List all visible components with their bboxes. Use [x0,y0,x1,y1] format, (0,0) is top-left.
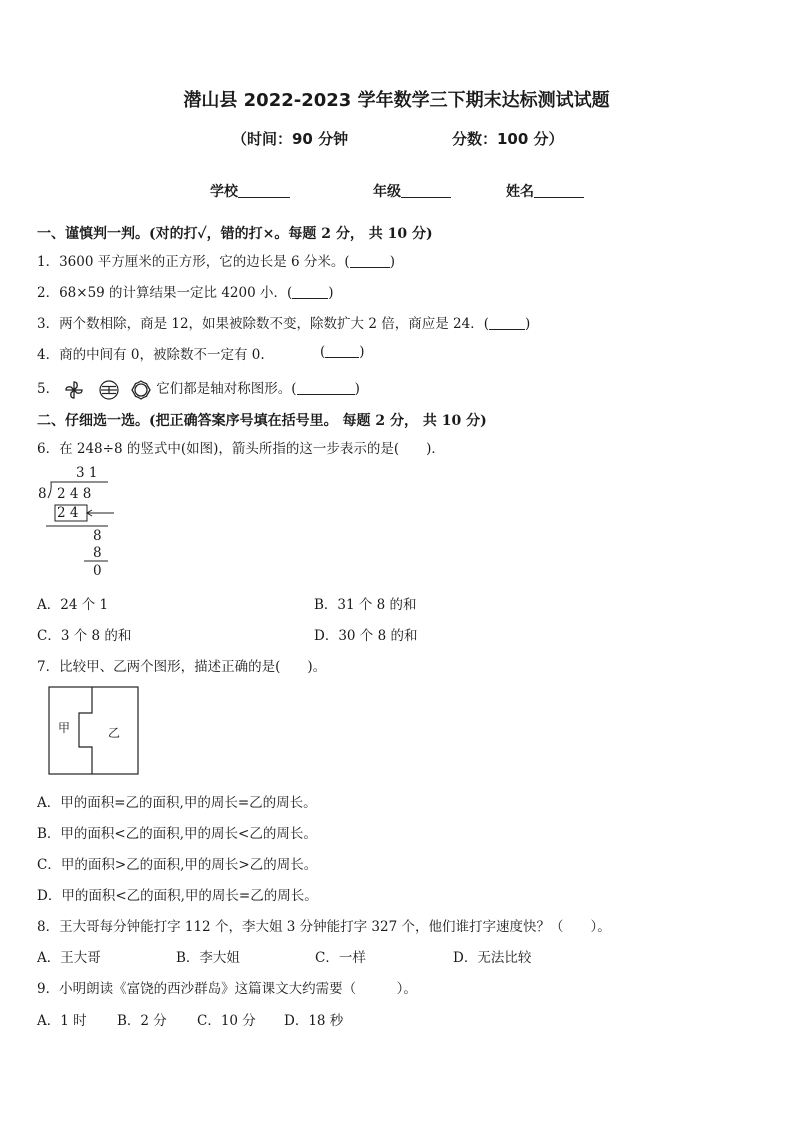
q6-option-a[interactable]: A．24 个 1 [37,597,109,613]
q7-option-c[interactable]: C．甲的面积>乙的面积,甲的周长>乙的周长。 [37,857,318,873]
q8-option-a[interactable]: A．王大哥 [37,950,101,966]
question-1: 1．3600 平方厘米的正方形，它的边长是 6 分米。( ) [37,254,395,270]
division-step-3: 8 [93,545,102,561]
division-lines [36,465,126,580]
q7-option-b[interactable]: B．甲的面积<乙的面积,甲的周长<乙的周长。 [37,826,317,842]
shape-label-yi: 乙 [108,726,121,740]
answer-blank-5[interactable] [297,380,355,395]
section2-heading: 二、仔细选一选。(把正确答案序号填在括号里。 每题 2 分， 共 10 分) [37,413,487,429]
division-remainder: 0 [93,563,102,579]
exam-time: （时间：90 分钟 [232,130,349,148]
school-blank[interactable] [238,183,290,198]
question-4-bracket: ( ) [320,344,365,360]
school-label: 学校 [210,184,238,200]
name-label: 姓名 [506,184,534,200]
shape-label-jia: 甲 [58,721,71,735]
question-2: 2．68×59 的计算结果一定比 4200 小．( ) [37,285,334,301]
question-7: 7．比较甲、乙两个图形，描述正确的是( )。 [37,659,327,675]
q7-option-d[interactable]: D．甲的面积<乙的面积,甲的周长=乙的周长。 [37,888,318,904]
q9-option-a[interactable]: A．1 时 [37,1013,87,1029]
q7-option-a[interactable]: A．甲的面积=乙的面积,甲的周长=乙的周长。 [37,795,317,811]
division-divisor: 8 [38,486,47,502]
q9-option-d[interactable]: D．18 秒 [284,1013,344,1029]
grade-blank[interactable] [401,183,451,198]
q6-option-d[interactable]: D．30 个 8 的和 [314,628,418,644]
question-4: 4．商的中间有 0，被除数不一定有 0. [37,347,265,363]
question-6: 6．在 248÷8 的竖式中(如图)，箭头所指的这一步表示的是( )． [37,441,445,457]
question-9: 9．小明朗读《富饶的西沙群岛》这篇课文大约需要（ ）。 [37,981,417,997]
pinwheel-icon [63,379,85,401]
answer-blank-1[interactable] [350,253,390,268]
grade-label: 年级 [373,184,401,200]
q8-option-d[interactable]: D．无法比较 [453,950,532,966]
name-blank[interactable] [534,183,584,198]
division-dividend: 2 4 8 [57,486,92,502]
long-division-figure [36,465,126,580]
division-step-1: 2 4 [57,505,79,521]
name-field[interactable] [506,181,584,201]
flower-ring-icon [130,379,152,401]
section1-heading: 一、谨慎判一判。(对的打✓，错的打×。每题 2 分， 共 10 分) [37,226,433,242]
circle-lines-icon [96,379,122,401]
page-title: 潜山县 2022-2023 学年数学三下期末达标测试试题 [183,90,610,111]
q9-option-c[interactable]: C．10 分 [197,1013,256,1029]
q6-option-c[interactable]: C．3 个 8 的和 [37,628,132,644]
q8-option-b[interactable]: B．李大姐 [176,950,240,966]
q9-option-b[interactable]: B．2 分 [117,1013,167,1029]
answer-blank-4[interactable] [325,343,359,358]
q6-option-b[interactable]: B．31 个 8 的和 [314,597,417,613]
division-step-2: 8 [93,528,102,544]
grade-field[interactable] [373,181,451,201]
answer-blank-2[interactable] [292,284,328,299]
q8-option-c[interactable]: C．一样 [315,950,366,966]
shape-figure [48,686,140,776]
division-quotient: 3 1 [76,465,98,481]
question-3: 3．两个数相除，商是 12，如果被除数不变，除数扩大 2 倍，商应是 24．( ) [37,316,531,332]
school-field[interactable] [210,181,290,201]
exam-score: 分数：100 分） [452,130,564,148]
question-5: 5． 它们都是轴对称图形。( ) [37,377,360,401]
question-8: 8．王大哥每分钟能打字 112 个，李大姐 3 分钟能打字 327 个，他们谁打字速度快？（ ）。 [37,919,611,935]
answer-blank-3[interactable] [489,315,525,330]
